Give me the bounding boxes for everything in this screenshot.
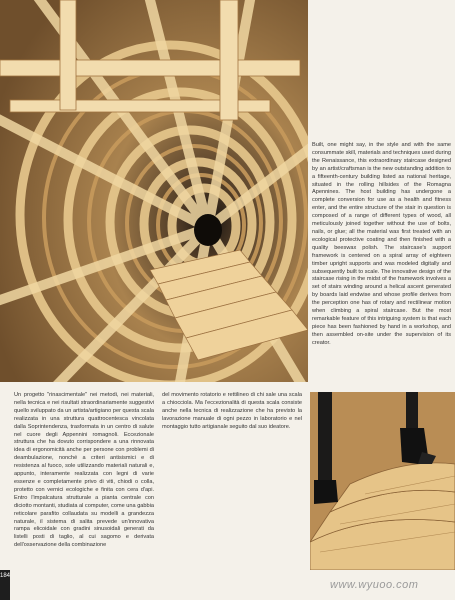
staircase-illustration — [0, 0, 308, 382]
article-english-text: Built, one might say, in the style and with the same consummate skill, materials and techniques used during the Renaissance, this extraordinary staircase designed by an artist/craftsman is the new outstanding addition to a fifteenth-century building listed as national heritage, situated in the rolling hillsides of the Romagna Apennines. The host building has undergone a complete conversion for use as a health and fitness enter, and the entire structure of the stair in question is composed of a range of different types of wood, all meticulously joined together without the use of bolts, nails, or glue; all the material was first treated with an ecological protective coating and then finished with a quality beeswax polish. The staircase's support framework is centered on a spiral array of eighteen timber upright supports and was modeled digitally and subsequently built to scale. The innovative design of the staircase rising in the midst of the framework involves a set of stairs winding around a helical ascent generated by boards laid endwise and whose profile derives from the perception one has of rotary and rectilinear motion when climbing a spiral staircase. But the most remarkable feature of this intriguing system is that each piece has been fashioned by hand in a workshop, and then assembled on-site under the supervision of its creator. — [312, 142, 451, 346]
article-italian-text-col1: Un progetto "rinascimentale" nei metodi, nei materiali, nella tecnica e nei risultati straordinariamente suggestivi quello sviluppato da un artista/artigiano per questa scala realizzata in una struttura quattrocentesca vincolata dalla Soprintendenza, trasformata in un centro di salute nel cuore degli Appennini romagnoli. Eccezionale struttura che ha dovuto corrispondere a una rinnovata idea di ergonomicità anche per persone con problemi di deambulazione, nonché a criteri antisismici e di resistenza al fuoco, sole utilizzando materiali naturali e, appunto, interamente realizzata con legni di varie essenze e completamente privo di viti, chiodi o colla, protetto con vernici ecologiche e finita con cera d'api. Entro l'impalcatura strutturale a pianta centrale con diciotto montanti, studiata al computer, come una gabbia reticolare parafito collaudata su modelli a grandezza naturale, il sistema di salita prevede un'innovativa rampa elicoidale con gradini sinusoidali generati da listelli posti di taglio, al cui sagomo e derivata dell'osservazione della combinazione — [14, 392, 154, 549]
staircase-photo — [0, 0, 308, 382]
watermark: www.wyuoo.com — [330, 579, 419, 591]
article-italian-text-col2: del movimento rotatorio e rettilineo di chi sale una scala a chiocciola. Ma l'eccezionalità di questa scala consiste anche nella tecnica di realizzazione che ha previsto la lavorazione manuale di ogni pezzo in laboratorio e nel montaggio tutto artigianale seguito dal suo ideatore. — [162, 392, 302, 430]
steps-detail-photo — [310, 392, 455, 570]
page-number: 184 — [0, 570, 10, 600]
steps-detail-illustration — [310, 392, 455, 570]
